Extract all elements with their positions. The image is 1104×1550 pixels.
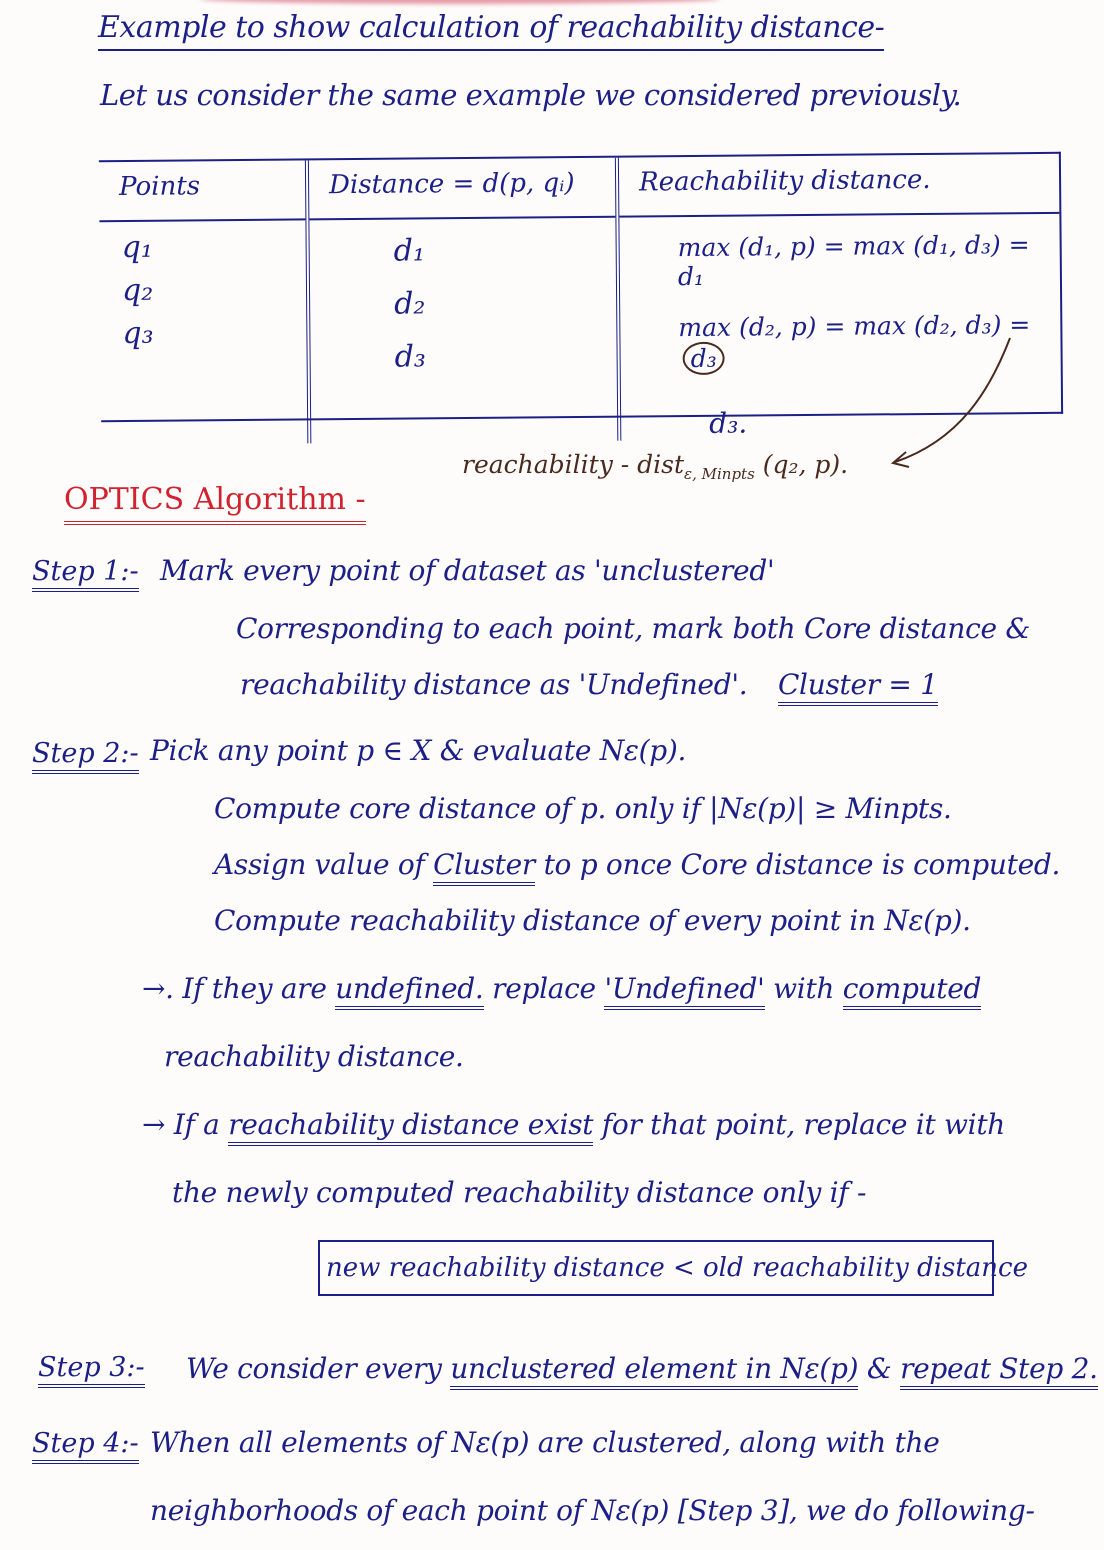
distance-d1: d₁ xyxy=(393,233,426,269)
bullet1-undefined2: 'Undefined' xyxy=(604,972,764,1010)
bullet1-prefix: →. If they are xyxy=(142,972,327,1005)
bullet2-underlined: reachability distance exist xyxy=(228,1108,593,1146)
point-q2: q₂ xyxy=(121,272,154,309)
header-distance: Distance = d(p, qᵢ) xyxy=(307,158,618,220)
step3-underlined1: unclustered element in Nε(p) xyxy=(450,1352,858,1390)
step2-bullet1-cont: reachability distance. xyxy=(164,1040,464,1073)
step2-line2: Compute core distance of p. only if |Nε(p)| ≥ Minpts. xyxy=(214,792,952,825)
step4-line1: When all elements of Nε(p) are clustered, along with the xyxy=(150,1426,940,1459)
distance-column xyxy=(307,217,619,444)
cluster-init: Cluster = 1 xyxy=(778,668,938,706)
distance-d3: d₃ xyxy=(394,339,426,375)
reachability-column xyxy=(617,213,1061,441)
annotation-args: (q₂, p). xyxy=(762,450,849,479)
reachability-table xyxy=(99,152,1063,440)
bullet1-with: with xyxy=(773,972,835,1005)
page-top-bleed xyxy=(200,0,720,4)
reachability-q3: d₃. xyxy=(709,406,748,440)
assign-rest: to p once Core distance is computed. xyxy=(543,848,1061,881)
step3-amp: & xyxy=(866,1352,892,1385)
annotation-main: reachability - dist xyxy=(462,450,685,479)
header-reachability: Reachability distance. xyxy=(617,154,1059,217)
bullet2-prefix: → If a xyxy=(142,1108,220,1141)
header-points: Points xyxy=(99,160,308,221)
circled-result: d₃ xyxy=(682,342,724,375)
step2-label: Step 2:- xyxy=(32,738,139,774)
step4-line2: neighborhoods of each point of Nε(p) [Step 3], we do following- xyxy=(150,1494,1035,1527)
assign-prefix: Assign value of xyxy=(214,848,425,881)
bullet2-rest: for that point, replace it with xyxy=(601,1108,1006,1141)
assign-cluster: Cluster xyxy=(433,848,535,886)
step3-prefix: We consider every xyxy=(186,1352,442,1385)
optics-heading: OPTICS Algorithm - xyxy=(64,482,366,525)
step4-label: Step 4:- xyxy=(32,1428,139,1464)
point-q3: q₃ xyxy=(122,315,154,352)
step2-line3 xyxy=(214,848,1060,881)
step1-line3-text: reachability distance as 'Undefined'. xyxy=(240,668,748,701)
intro-text: Let us consider the same example we considered previously. xyxy=(100,78,962,112)
reachability-q2 xyxy=(678,310,1061,375)
step2-line1: Pick any point p ∈ X & evaluate Nε(p). xyxy=(150,734,687,767)
condition-box: new reachability distance < old reachability distance xyxy=(318,1240,994,1296)
page-title: Example to show calculation of reachability distance- xyxy=(98,10,884,51)
bullet1-computed: computed xyxy=(843,972,981,1010)
points-column xyxy=(99,219,309,445)
step3-label: Step 3:- xyxy=(38,1352,145,1388)
reachability-q2-expression: max (d₂, p) = max (d₂, d₃) = xyxy=(678,310,1031,343)
point-q1: q₁ xyxy=(121,229,154,266)
step2-bullet1 xyxy=(142,972,981,1005)
annotation-subscript: ε, Minpts xyxy=(684,465,755,483)
step1-line1: Mark every point of dataset as 'unclustered' xyxy=(160,554,775,587)
step3-line xyxy=(186,1352,1098,1385)
step2-bullet2-cont: the newly computed reachability distance only if - xyxy=(172,1176,867,1209)
bullet1-undefined: undefined. xyxy=(335,972,483,1010)
step2-bullet2 xyxy=(142,1108,1005,1141)
distance-d2: d₂ xyxy=(393,286,426,322)
step3-underlined2: repeat Step 2. xyxy=(900,1352,1098,1390)
reachability-q1: max (d₁, p) = max (d₁, d₃) = d₁ xyxy=(677,230,1030,292)
reachability-annotation xyxy=(462,450,848,483)
step2-line4: Compute reachability distance of every point in Nε(p). xyxy=(214,904,971,937)
step1-label: Step 1:- xyxy=(32,556,139,592)
step1-line2: Corresponding to each point, mark both Core distance & xyxy=(236,612,1030,645)
step1-line3 xyxy=(240,668,938,701)
bullet1-replace: replace xyxy=(492,972,596,1005)
